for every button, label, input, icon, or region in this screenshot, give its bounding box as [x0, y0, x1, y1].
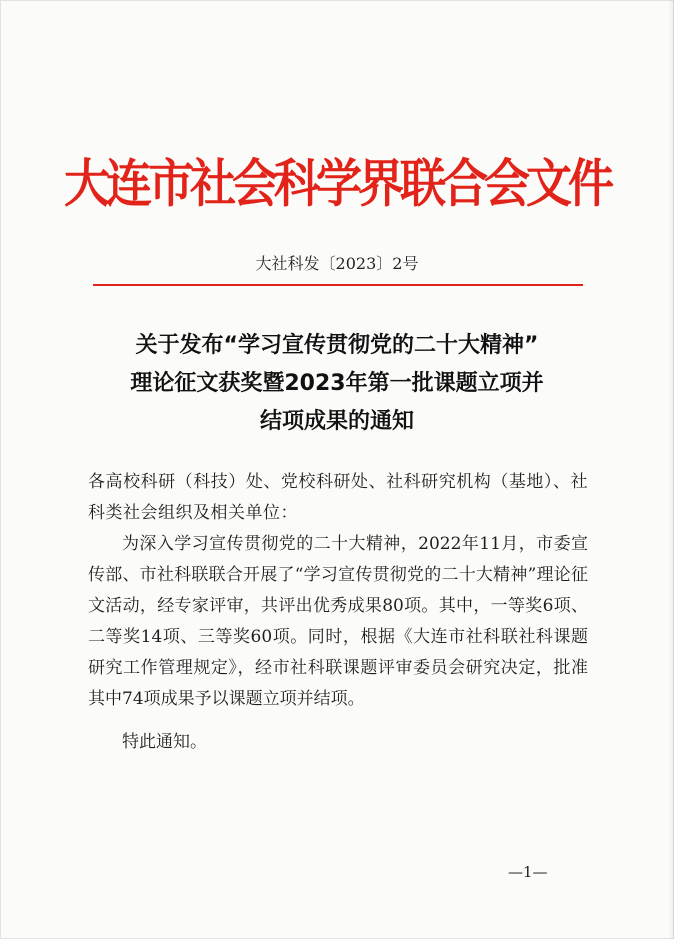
red-divider-line — [93, 284, 583, 286]
closing-line: 特此通知。 — [122, 732, 207, 752]
notice-title-line-2: 理论征文获奖暨2023年第一批课题立项并 — [130, 371, 544, 396]
page-number: —1— — [508, 863, 548, 881]
notice-title-line-3: 结项成果的通知 — [259, 409, 414, 434]
body-paragraph: 为深入学习宣传贯彻党的二十大精神，2022年11月，市委宣传部、市社科联联合开展了“学习宣传贯彻党的二十大精神”理论征文活动，经专家评审，共评出优秀成果80项。其中，一等奖6项、二等奖14项、三等奖60项。同时，根据《大连市社科联社科课题研究工作管理规定》，经市社科联课题评审委员会研究决定，批准其中74项成果予以课题立项并结项。 — [88, 534, 588, 709]
document-body — [88, 467, 588, 758]
scan-edge-shadow — [668, 0, 674, 939]
document-number: 大社科发〔2023〕2号 — [255, 254, 419, 273]
notice-title — [80, 327, 594, 441]
notice-title-line-1: 关于发布“学习宣传贯彻党的二十大精神” — [135, 333, 539, 358]
document-header-title: 大连市社会科学界联合会文件 — [64, 153, 610, 214]
salutation: 各高校科研（科技）处、党校科研处、社科研究机构（基地）、社科类社会组织及相关单位： — [88, 472, 588, 523]
